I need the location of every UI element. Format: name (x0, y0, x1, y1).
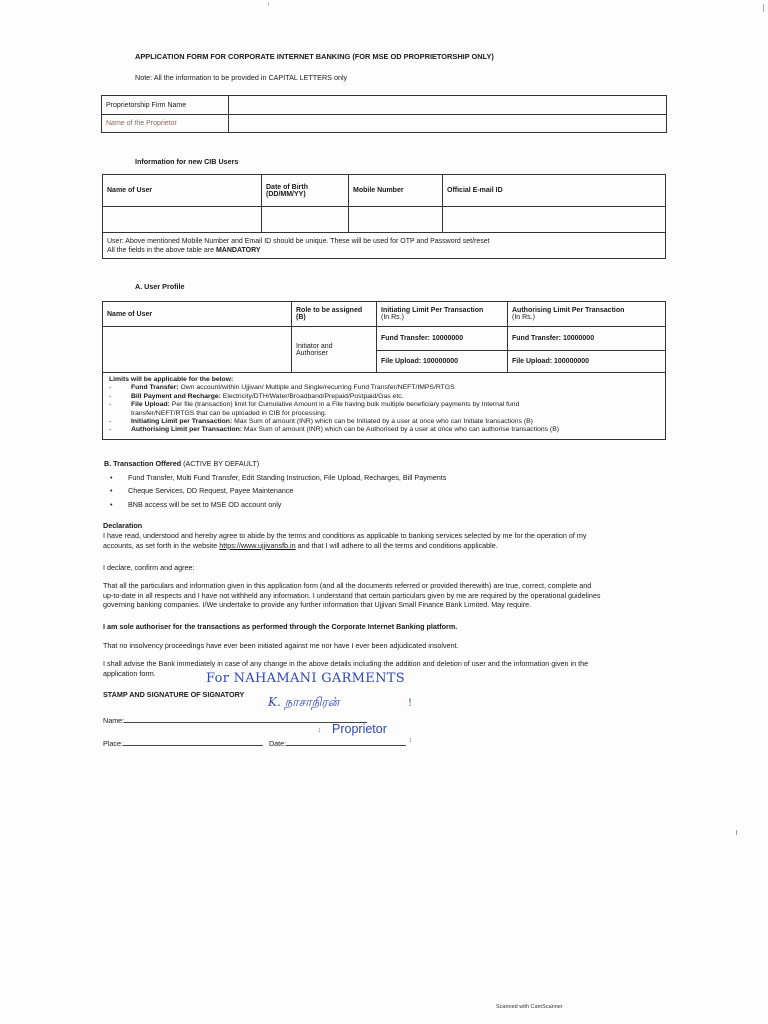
cib-user-email-field[interactable] (443, 207, 666, 233)
website-link[interactable]: https://www.ujjivansfb.in (219, 540, 296, 550)
col-dob-line2: (DD/MM/YY) (266, 190, 306, 198)
up-col-authorising (508, 302, 666, 327)
up-col-auth-line2: (In Rs.) (512, 314, 535, 321)
up-col-name: Name of User (103, 302, 292, 327)
col-dob-line1: Date of Birth (266, 183, 308, 191)
limit-item: - File Upload: Per file (transaction) limit for Cumulative Amount in a File having bulk multiple beneficiary payments by Internal fund (109, 401, 520, 409)
declaration-heading: Declaration (103, 521, 143, 530)
up-role-line2: Authoriser (296, 349, 328, 357)
col-mobile: Mobile Number (349, 175, 443, 207)
limit-item: - Fund Transfer: Own account/within Ujjivan/ Multiple and Single/recurring Fund Transfer/NEFT/IMPS/RTGS (109, 384, 455, 392)
up-init-file: File Upload: 100000000 (377, 351, 508, 373)
stamp-mark: ! (408, 698, 413, 709)
form-title: APPLICATION FORM FOR CORPORATE INTERNET BANKING (FOR MSE OD PROPRIETORSHIP ONLY) (135, 52, 494, 61)
cib-user-name-field[interactable] (103, 207, 262, 233)
declaration-para-6: I shall advise the Bank immediately in case of any change in the above details including the addition and deletion of user and the information given in the application form. (103, 659, 589, 678)
stamp-dots: : (318, 725, 321, 734)
cib-user-mobile-field[interactable] (349, 207, 443, 233)
scan-speck (763, 4, 764, 12)
transaction-bullet: • Cheque Services, DD Request, Payee Maintenance (110, 486, 294, 495)
transaction-bullet: • Fund Transfer, Multi Fund Transfer, Edit Standing Instruction, File Upload, Recharges, Bill Payments (110, 473, 447, 482)
col-name-of-user: Name of User (103, 175, 262, 207)
up-col-role-line2: (B) (296, 314, 306, 321)
limit-item: - Authorising Limit per Transaction: Max Sum of amount (INR) which can be Authorised by a user at once who can authorise transactions (B) (109, 426, 559, 434)
handwritten-signature: K. நாசாநிரன் (268, 695, 340, 709)
place-date-line: Place: Date: (103, 737, 406, 748)
up-auth-file: File Upload: 100000000 (508, 351, 666, 373)
cib-users-heading: Information for new CIB Users (135, 157, 239, 166)
up-init-fund: Fund Transfer: 10000000 (377, 327, 508, 351)
limit-item-continuation: transfer/NEFT/RTGS that can be uploaded in CIB for processing. (131, 409, 327, 417)
firm-stamp: For NAHAMANI GARMENTS (206, 671, 405, 686)
up-col-initiating (377, 302, 508, 327)
mandatory-text: MANDATORY (215, 246, 261, 254)
declaration-para-1: I have read, understood and hereby agree to abide by the terms and conditions as applicable to banking services selected by me for the operation of my accounts, as set forth in the website https://www.ujjivansfb.in and that I will adhere to all the terms and conditions applicable. (103, 531, 587, 550)
col-dob (262, 175, 349, 207)
user-profile-table (102, 301, 666, 440)
stamp-dots: : (409, 735, 412, 744)
date-field[interactable] (286, 737, 406, 746)
scan-speck (268, 2, 269, 6)
cib-users-note (103, 233, 666, 259)
transaction-heading: B. Transaction Offered (ACTIVE BY DEFAULT) (104, 459, 260, 468)
proprietor-name-field[interactable] (229, 115, 667, 133)
place-field[interactable] (123, 737, 263, 746)
name-line: Name: (103, 714, 367, 725)
limit-item: - Initiating Limit per Transaction: Max Sum of amount (INR) which can be Initiated by a user at once who can Initiate transactions (B) (109, 418, 533, 426)
stamp-signature-label: STAMP AND SIGNATURE OF SIGNATORY (103, 690, 245, 699)
proprietor-stamp: Proprietor (332, 722, 387, 736)
up-role-cell (292, 327, 377, 373)
up-col-role (292, 302, 377, 327)
declaration-para-4: I am sole authoriser for the transactions as performed through the Corporate Internet Banking platform. (103, 622, 458, 631)
cib-note-line2: All the fields in the above table are MANDATORY (107, 246, 261, 254)
proprietor-name-label: Name of the Proprietor (102, 115, 229, 133)
limits-box (103, 373, 666, 440)
declaration-para-5: That no insolvency proceedings have ever been initiated against me nor have I ever been adjudicated insolvent. (103, 641, 459, 650)
limits-heading: Limits will be applicable for the below: (109, 376, 234, 383)
limit-item: - Bill Payment and Recharge: Electricity/DTH/Water/Broadband/Prepaid/Postpaid/Gas etc. (109, 392, 404, 400)
cib-user-dob-field[interactable] (262, 207, 349, 233)
col-email: Official E-mail ID (443, 175, 666, 207)
up-col-role-line1: Role to be assigned (296, 307, 363, 314)
firm-name-label: Proprietorship Firm Name (102, 96, 229, 115)
up-user-name-field[interactable] (103, 327, 292, 373)
scan-speck (736, 830, 737, 835)
declaration-para-2: I declare, confirm and agree: (103, 563, 195, 572)
firm-details-table (101, 95, 667, 133)
firm-name-field[interactable] (229, 96, 667, 115)
capital-letters-note: Note: All the information to be provided in CAPITAL LETTERS only (135, 73, 348, 82)
up-role-line1: Initiator and (296, 342, 333, 350)
name-field[interactable] (124, 714, 367, 723)
up-col-init-line2: (In Rs.) (381, 314, 404, 321)
declaration-para-3: That all the particulars and information given in this application form (and all the documents referred or provided therewith) are true, correct, complete and up-to-date in all respects and I have not withheld any information. I understand that certain particulars given by me are required by the operational guidelines governing banking companies. I/We undertake to provide any further information that Ujjivan Small Finance Bank Limited. May require. (103, 581, 601, 610)
up-col-init-line1: Initiating Limit Per Transaction (381, 307, 484, 314)
scanner-watermark: Scanned with CamScanner (496, 1004, 563, 1010)
up-auth-fund: Fund Transfer: 10000000 (508, 327, 666, 351)
cib-note-line1: User: Above mentioned Mobile Number and Email ID should be unique. These will be used for OTP and Password set/reset (107, 237, 490, 245)
cib-users-table (102, 174, 666, 259)
up-col-auth-line1: Authorising Limit Per Transaction (512, 307, 625, 314)
transaction-bullet: • BNB access will be set to MSE OD account only (110, 500, 282, 509)
user-profile-heading: A. User Profile (135, 282, 185, 291)
